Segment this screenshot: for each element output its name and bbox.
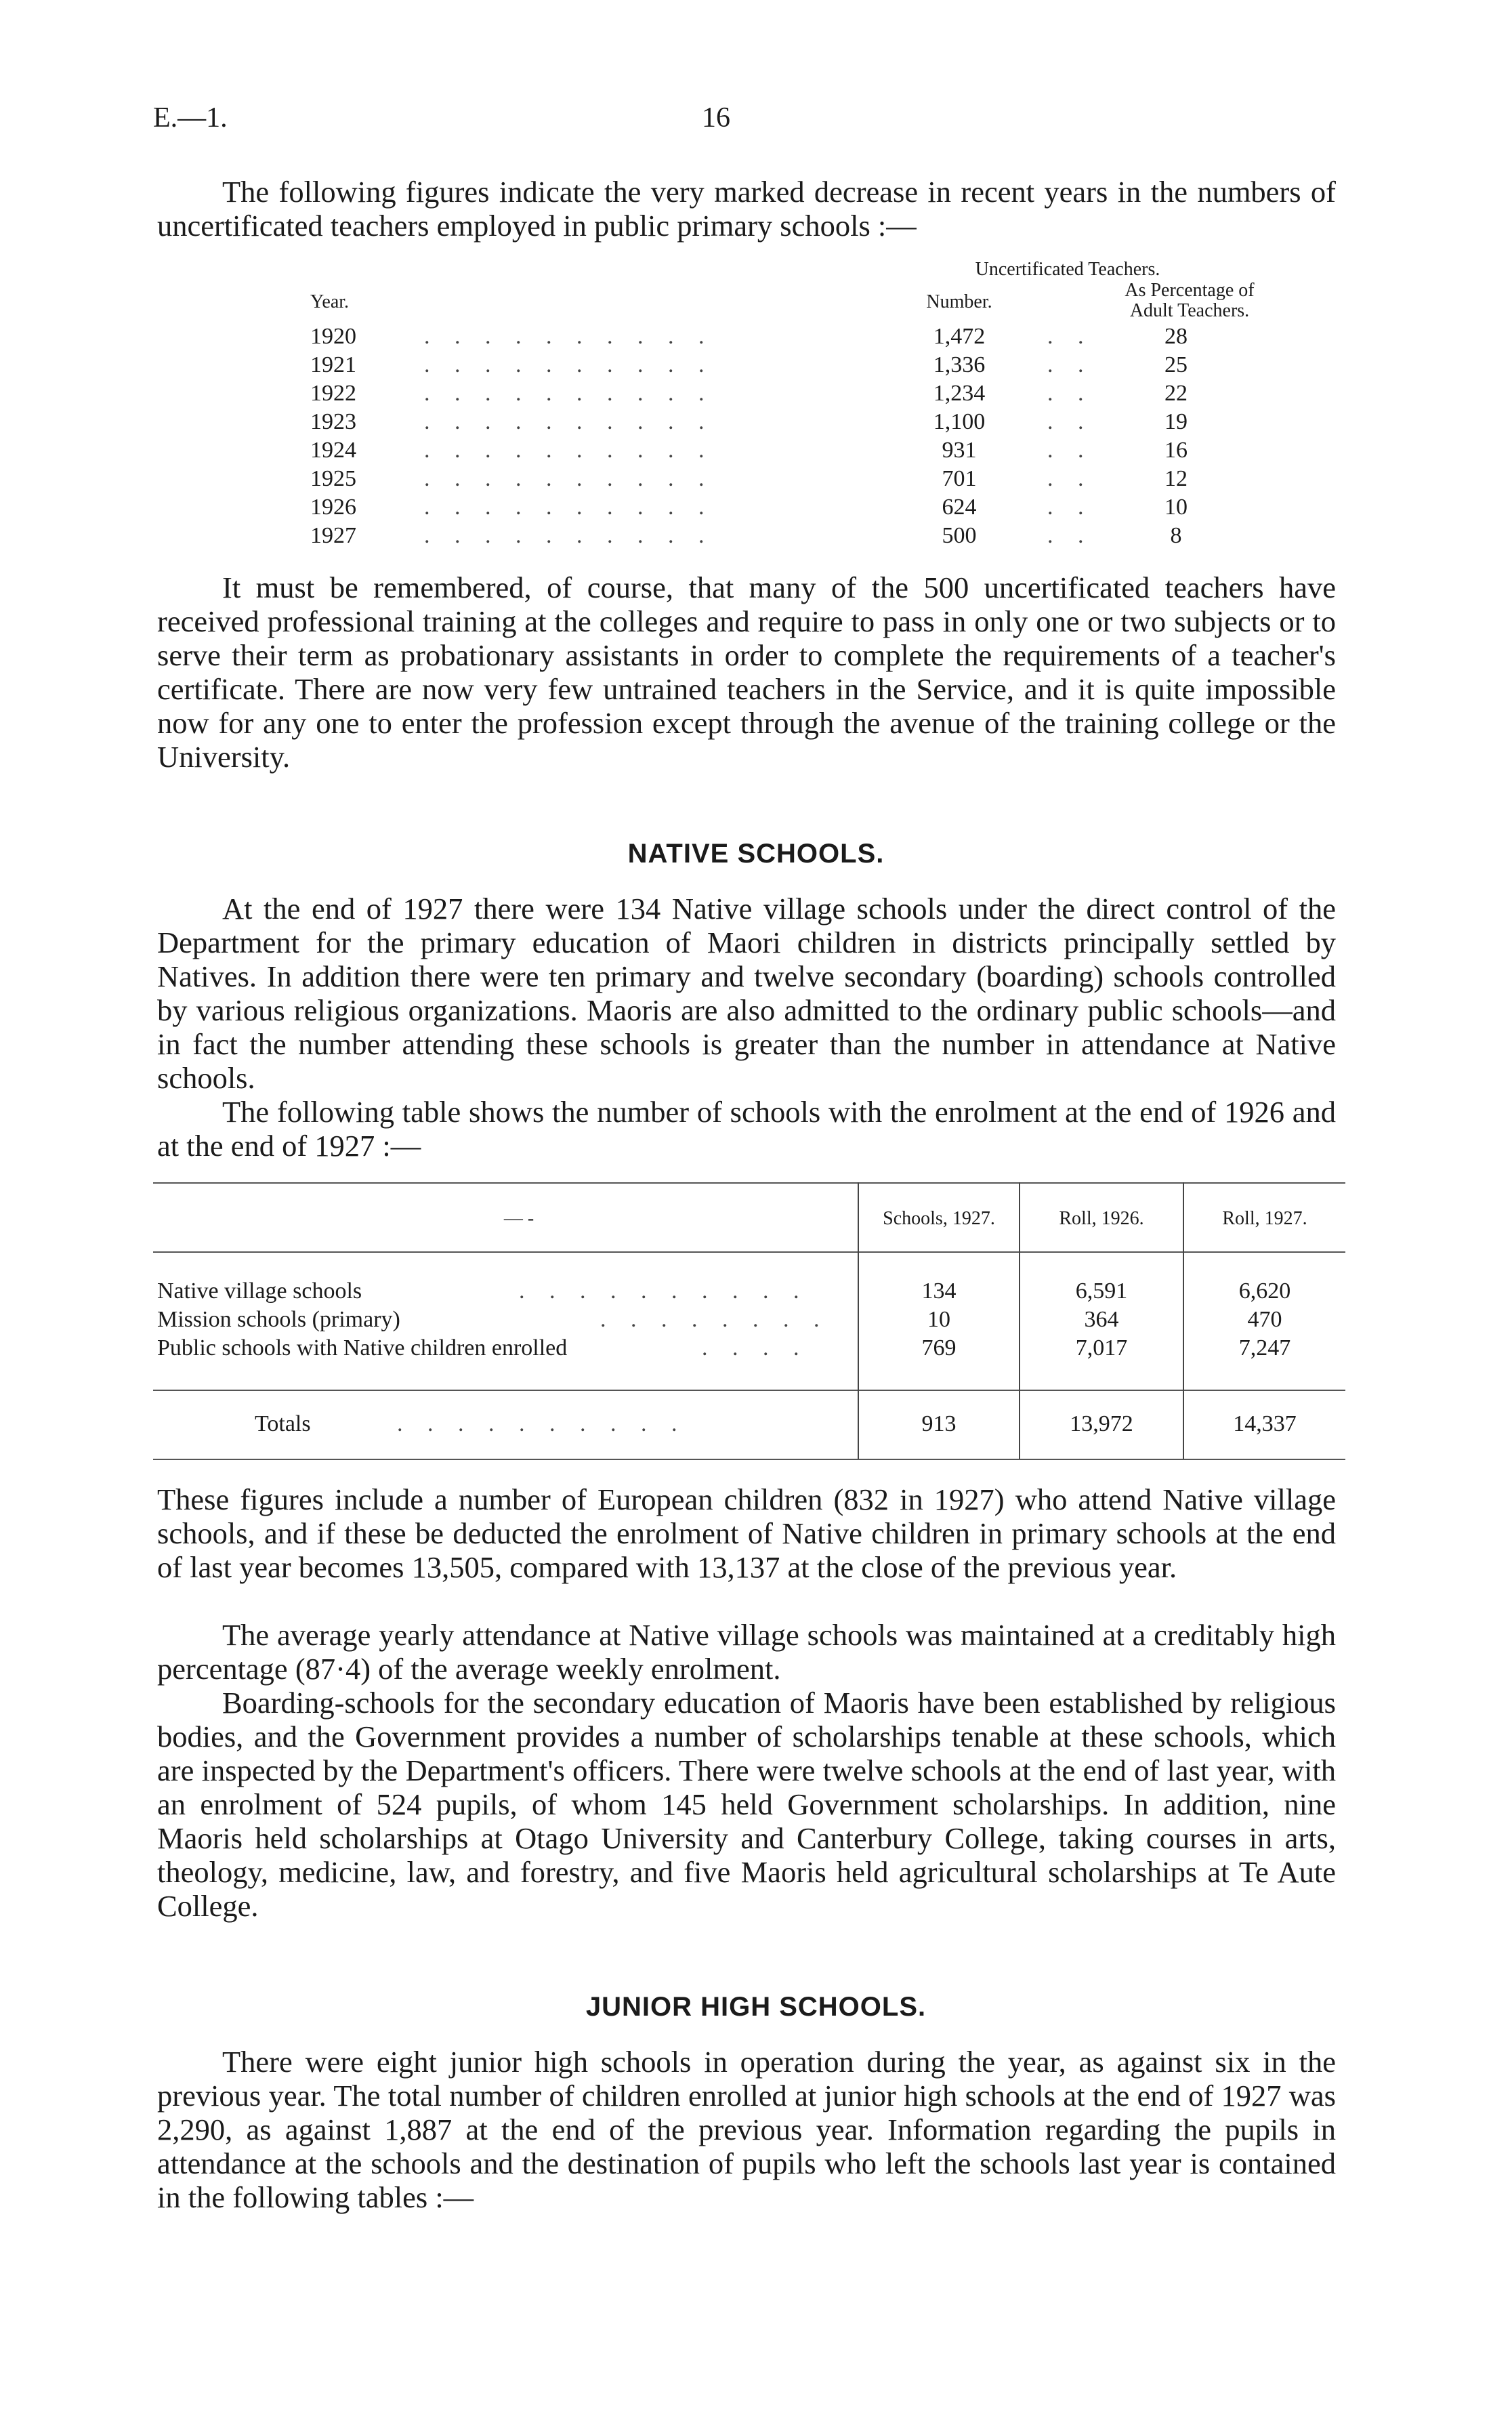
year-cell: 1927 — [310, 523, 356, 548]
table-row — [153, 466, 1305, 495]
row-label: Mission schools (primary) — [157, 1307, 400, 1332]
totals-roll-1926-cell: 13,972 — [1070, 1411, 1133, 1436]
number-cell: 624 — [942, 495, 977, 520]
leader-dots: . . — [1047, 523, 1093, 548]
table-row — [153, 438, 1305, 466]
roll-1926-cell: 6,591 — [1075, 1278, 1128, 1304]
percent-cell: 19 — [1164, 409, 1188, 434]
table-row — [153, 409, 1305, 438]
column-number: Number. — [926, 291, 992, 312]
paragraph-attendance: The average yearly attendance at Native village schools was maintained at a creditably high percentage (87·4) of the average weekly enrolment. — [157, 1618, 1336, 1686]
row-label: Native village schools — [157, 1278, 362, 1304]
year-cell: 1921 — [310, 352, 356, 377]
schools-cell: 10 — [927, 1307, 950, 1332]
leader-dots: . . — [1047, 495, 1093, 520]
roll-1926-cell: 7,017 — [1075, 1335, 1128, 1360]
number-cell: 701 — [942, 466, 977, 491]
leader-dots: . . — [1047, 352, 1093, 377]
totals-label: Totals — [255, 1411, 311, 1436]
number-cell: 1,100 — [933, 409, 986, 434]
document-code: E.—1. — [153, 102, 228, 133]
column-percentage-line2: Adult Teachers. — [1129, 300, 1250, 321]
paragraph-native-1: At the end of 1927 there were 134 Native village schools under the direct control of the Department for the primary education of Maori children in districts principally settled by Natives. In addition there were ten primary and twelve secondary (boarding) schools controlled by various religious organizations. Maoris are also admitted to the ordinary public schools—and in fact the number attending these schools is greater than the number in attendance at Native schools. — [157, 892, 1336, 1095]
totals-roll-1927-cell: 14,337 — [1233, 1411, 1297, 1436]
leader-dots: . . — [1047, 409, 1093, 434]
leader-dots: . . . . . . . . . . — [424, 352, 714, 377]
number-cell: 1,472 — [933, 324, 986, 349]
number-cell: 500 — [942, 523, 977, 548]
column-schools-header: Schools, 1927. — [883, 1208, 995, 1229]
junior-high-heading: JUNIOR HIGH SCHOOLS. — [585, 1992, 927, 2022]
year-cell: 1925 — [310, 466, 356, 491]
leader-dots: . . — [1047, 381, 1093, 406]
year-cell: 1924 — [310, 438, 356, 463]
percent-cell: 22 — [1164, 381, 1188, 406]
leader-dots: . . . . . . . . . . — [424, 523, 714, 548]
percent-cell: 16 — [1164, 438, 1188, 463]
year-cell: 1920 — [310, 324, 356, 349]
leader-dots: . . . . . . . . . . — [424, 438, 714, 463]
totals-schools-cell: 913 — [921, 1411, 957, 1436]
leader-dots: . . — [1047, 324, 1093, 349]
column-percentage-line1: As Percentage of — [1125, 280, 1255, 301]
leader-dots: . . — [1047, 466, 1093, 491]
percent-cell: 8 — [1170, 523, 1182, 548]
leader-dots: . . . . . . . . . . — [424, 324, 714, 349]
column-percentage — [1061, 280, 1318, 321]
year-cell: 1926 — [310, 495, 356, 520]
roll-1926-cell: 364 — [1084, 1307, 1119, 1332]
roll-1927-cell: 6,620 — [1238, 1278, 1291, 1304]
leader-dots: . . . . . . . . . . — [397, 1411, 687, 1436]
uncertificated-teachers-table — [153, 259, 1345, 557]
leader-dots: . . . . . . . . . . — [519, 1278, 809, 1304]
leader-dots: . . . . . . . . . . — [424, 409, 714, 434]
leader-dots: . . . . — [702, 1335, 809, 1360]
number-cell: 1,336 — [933, 352, 986, 377]
row-label: Public schools with Native children enrolled — [157, 1335, 568, 1360]
year-cell: 1923 — [310, 409, 356, 434]
paragraph-european: These figures include a number of European children (832 in 1927) who attend Native village schools, and if these be deducted the enrolment of Native children in primary schools at the end of last year becomes 13,505, compared with 13,137 at the close of the previous year. — [157, 1482, 1336, 1584]
column-roll-1927-header: Roll, 1927. — [1222, 1208, 1307, 1229]
percent-cell: 28 — [1164, 324, 1188, 349]
percent-cell: 12 — [1164, 466, 1188, 491]
paragraph-junior: There were eight junior high schools in operation during the year, as against six in the previous year. The total number of children enrolled at junior high schools at the end of 1927 was 2,290, as against 1,887 at the end of the previous year. Information regarding the pupils in attendance at the schools and the destination of pupils who left the schools last year is contained in the following tables :— — [157, 2045, 1336, 2214]
page-number: 16 — [702, 102, 730, 133]
group-header: Uncertificated Teachers. — [975, 259, 1160, 280]
year-cell: 1922 — [310, 381, 356, 406]
column-roll-1926-header: Roll, 1926. — [1059, 1208, 1144, 1229]
native-schools-table — [153, 1182, 1345, 1460]
roll-1927-cell: 7,247 — [1238, 1335, 1291, 1360]
table-totals-rule — [153, 1390, 1345, 1391]
number-cell: 931 — [942, 438, 977, 463]
leader-dots: . . . . . . . . . . — [424, 495, 714, 520]
table-row — [153, 324, 1305, 352]
paragraph-remembered: It must be remembered, of course, that many of the 500 uncertificated teachers have received professional training at the colleges and require to pass in only one or two subjects or to serve their term as probationary assistants in order to complete the requirements of a teacher's certificate. There are now very few untrained teachers in the Service, and it is quite impossible now for any one to enter the profession except through the avenue of the training college or the University. — [157, 570, 1336, 774]
column-blank-header: — - — [503, 1208, 534, 1229]
paragraph-boarding: Boarding-schools for the secondary education of Maoris have been established by religious bodies, and the Government provides a number of scholarships tenable at these schools, which are inspected by the Department's officers. There were twelve schools at the end of last year, with an enrolment of 524 pupils, of whom 145 held Government scholarships. In addition, nine Maoris held scholarships at Otago University and Canterbury College, taking courses in arts, theology, medicine, law, and forestry, and five Maoris held agricultural scholarships at Te Aute College. — [157, 1686, 1336, 1923]
leader-dots: . . . . . . . . . . — [424, 381, 714, 406]
leader-dots: . . . . . . . . . . — [424, 466, 714, 491]
schools-cell: 769 — [921, 1335, 957, 1360]
table-header-rule — [153, 1251, 1345, 1253]
table-bottom-rule — [153, 1459, 1345, 1460]
intro-paragraph: The following figures indicate the very marked decrease in recent years in the numbers of uncertificated teachers employed in public primary schools :— — [157, 175, 1336, 243]
roll-1927-cell: 470 — [1247, 1307, 1282, 1332]
table-row — [153, 352, 1305, 381]
number-cell: 1,234 — [933, 381, 986, 406]
table-row — [153, 381, 1305, 409]
percent-cell: 25 — [1164, 352, 1188, 377]
column-year: Year. — [310, 291, 350, 312]
percent-cell: 10 — [1164, 495, 1188, 520]
table-row — [153, 523, 1305, 552]
leader-dots: . . — [1047, 438, 1093, 463]
table-row — [153, 495, 1305, 523]
paragraph-native-2: The following table shows the number of schools with the enrolment at the end of 1926 and at the end of 1927 :— — [157, 1095, 1336, 1163]
leader-dots: . . . . . . . . — [600, 1307, 829, 1332]
schools-cell: 134 — [921, 1278, 957, 1304]
table-top-rule — [153, 1182, 1345, 1184]
native-schools-heading: NATIVE SCHOOLS. — [627, 839, 885, 869]
